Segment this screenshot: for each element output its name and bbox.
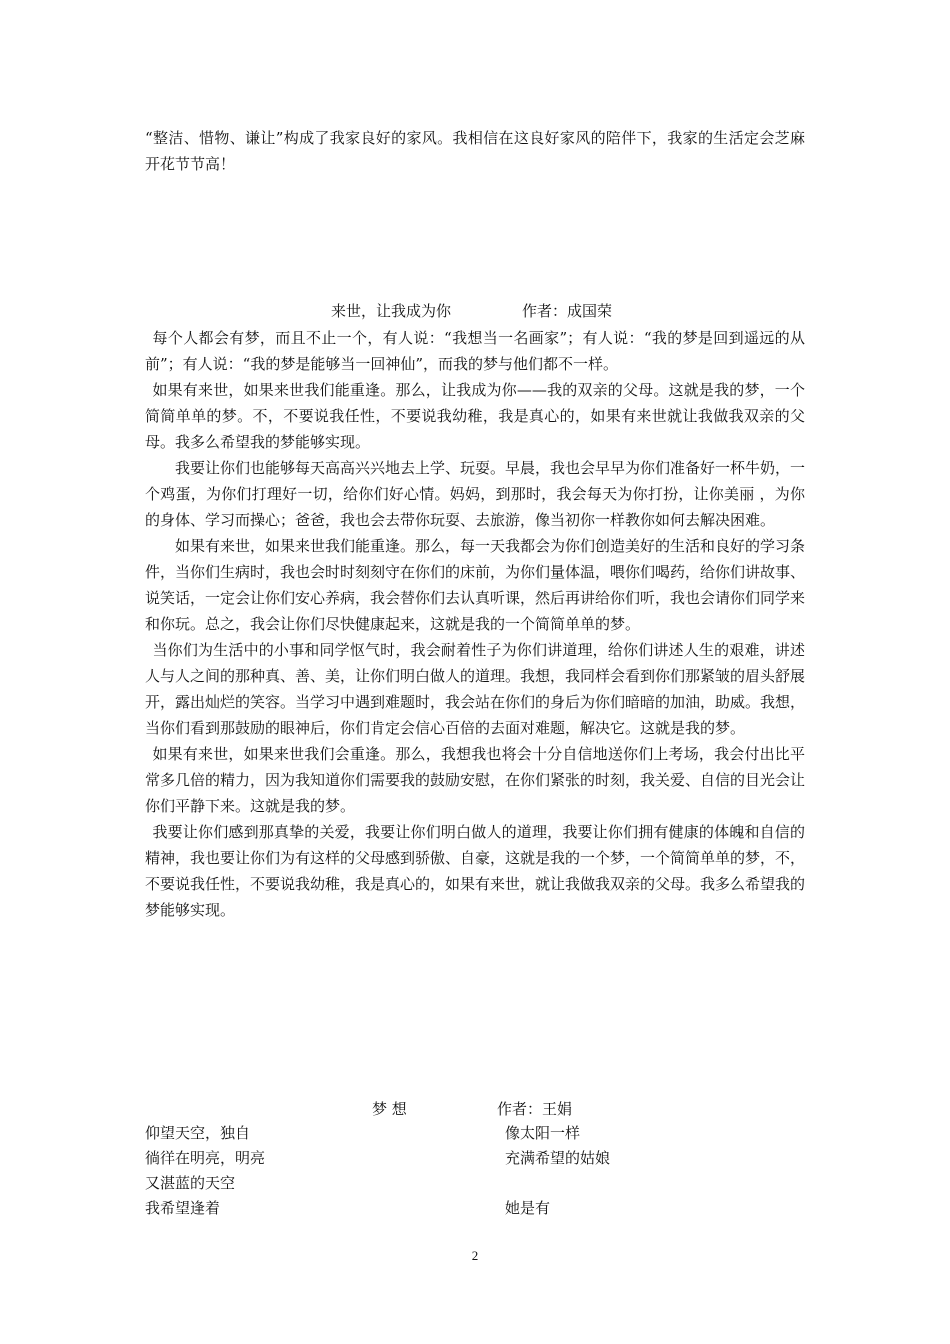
page-number: 2: [471, 1248, 479, 1263]
intro-paragraph: “整洁、惜物、谦让”构成了我家良好的家风。我相信在这良好家风的陪伴下，我家的生活定会芝麻开花节节高！: [145, 129, 805, 173]
essay-paragraph: 每个人都会有梦，而且不止一个，有人说：“我想当一名画家”；有人说：“我的梦是回到遥远的从前”；有人说：“我的梦是能够当一回神仙”，而我的梦与他们都不一样。: [145, 329, 805, 373]
essay-paragraph: 当你们为生活中的小事和同学怄气时，我会耐着性子为你们讲道理，给你们讲述人生的艰难，讲述人与人之间的那种真、善、美，让你们明白做人的道理。我想，我同样会看到你们那紧皱的眉头舒展开，露出灿烂的笑容。当学习中遇到难题时，我会站在你们的身后为你们暗暗的加油，助威。我想，当你们看到那鼓励的眼神后，你们肯定会信心百倍的去面对难题，解决它。这就是我的梦。: [145, 641, 806, 737]
essay-author: 作者：成国荣: [522, 302, 613, 320]
essay-paragraph: 如果有来世，如果来世我们会重逢。那么，我想我也将会十分自信地送你们上考场，我会付出比平常多几倍的精力，因为我知道你们需要我的鼓励安慰，在你们紧张的时刻，我关爱、自信的目光会让你们平静下来。这就是我的梦。: [145, 745, 806, 815]
essay-paragraph: 我要让你们也能够每天高高兴兴地去上学、玩耍。早晨，我也会早早为你们准备好一杯牛奶，一个鸡蛋，为你们打理好一切，给你们好心情。妈妈，到那时，我会每天为你打扮，让你美丽 ，为你的身体、学习而操心；爸爸，我也会去带你玩耍、去旅游，像当初你一样教你如何去解决困难。: [145, 459, 806, 529]
poem-line-left: 徜徉在明亮，明亮: [145, 1149, 266, 1167]
essay-title: 来世，让我成为你: [331, 302, 452, 320]
essay-paragraph: 我要让你们感到那真挚的关爱，我要让你们明白做人的道理，我要让你们拥有健康的体魄和自信的精神，我也要让你们为有这样的父母感到骄傲、自豪，这就是我的一个梦，一个简简单单的梦，不，不要说我任性，不要说我幼稚，我是真心的，如果有来世，就让我做我双亲的父母。我多么希望我的梦能够实现。: [145, 823, 806, 919]
essay-paragraph: 如果有来世，如果来世我们能重逢。那么，每一天我都会为你们创造美好的生活和良好的学习条件，当你们生病时，我也会时时刻刻守在你们的床前，为你们量体温，喂你们喝药，给你们讲故事、说笑话，一定会让你们安心养病，我会替你们去认真听课，然后再讲给你们听，我也会请你们同学来和你玩。总之，我会让你们尽快健康起来，这就是我的一个简简单单的梦。: [145, 537, 806, 633]
poem-line-right: 她是有: [505, 1199, 551, 1217]
poem-line-right: 像太阳一样: [505, 1124, 581, 1142]
poem-line-left: 仰望天空，独自: [145, 1124, 251, 1142]
poem-line-right: 充满希望的姑娘: [505, 1149, 611, 1167]
essay-paragraph: 如果有来世，如果来世我们能重逢。那么，让我成为你——我的双亲的父母。这就是我的梦，一个简简单单的梦。不，不要说我任性，不要说我幼稚，我是真心的，如果有来世就让我做我双亲的父母。我多么希望我的梦能够实现。: [145, 381, 805, 451]
poem-author: 作者：王娟: [497, 1100, 573, 1118]
poem-line-left: 我希望逢着: [145, 1199, 221, 1217]
essay-body: [145, 325, 805, 923]
intro-section: [145, 125, 805, 177]
poem-title: 梦 想: [372, 1100, 407, 1118]
poem-line-left: 又湛蓝的天空: [145, 1174, 236, 1192]
